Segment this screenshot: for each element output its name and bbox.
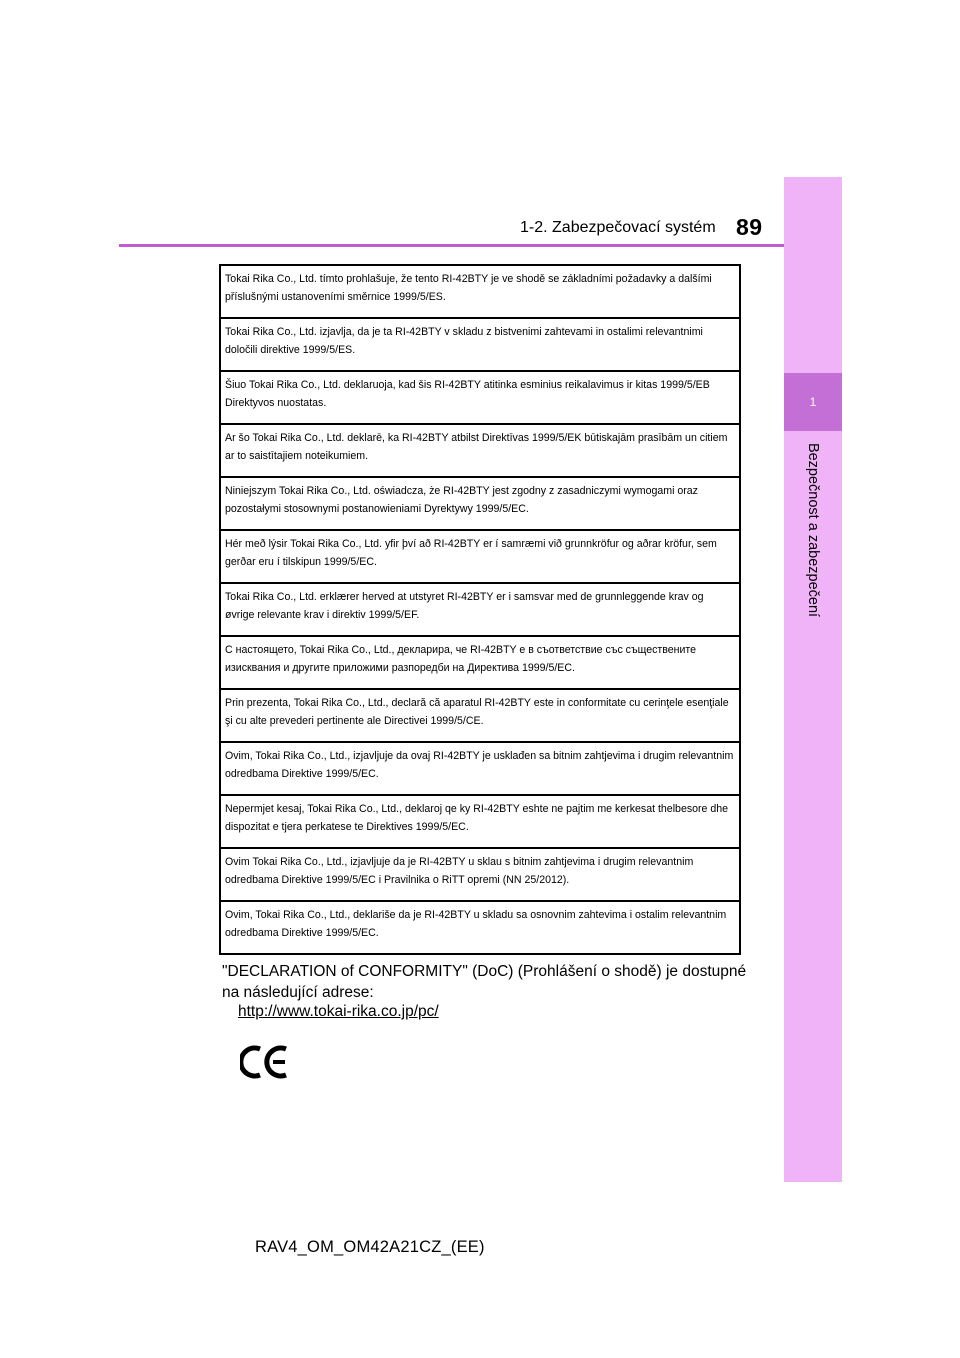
chapter-tab[interactable] xyxy=(784,373,842,431)
declaration-row: Ovim Tokai Rika Co., Ltd., izjavljuje da je RI-42BTY u sklau s bitnim zahtjevima i drugim relevantnim odredbama Direktive 1999/5/EC i Pravilnika o RiTT opremi (NN 25/2012). xyxy=(221,847,739,900)
declaration-row: Ar šo Tokai Rika Co., Ltd. deklarē, ka RI-42BTY atbilst Direktīvas 1999/5/EK būtiskajām prasībām un citiem ar to saistītajiem noteikumiem. xyxy=(221,423,739,476)
section-title: 1-2. Zabezpečovací systém xyxy=(520,219,716,236)
declaration-row: Ovim, Tokai Rika Co., Ltd., deklariše da je RI-42BTY u skladu sa osnovnim zahtevima i ostalim relevantnim odredbama Direktive 1999/5/EC. xyxy=(221,900,739,953)
chapter-label: Bezpečnost a zabezpečení xyxy=(805,442,821,618)
declaration-row: Tokai Rika Co., Ltd. izjavlja, da je ta RI-42BTY v skladu z bistvenimi zahtevami in ostalimi relevantnimi določili direktive 1999/5/ES. xyxy=(221,317,739,370)
side-tab xyxy=(784,177,842,1182)
declaration-row: Ovim, Tokai Rika Co., Ltd., izjavljuje da ovaj RI-42BTY je usklađen sa bitnim zahtjevima i drugim relevantnim odredbama Direktive 1999/5/EC. xyxy=(221,741,739,794)
declaration-row: С настоящето, Tokai Rika Co., Ltd., декларира, че RI-42BTY е в съответствие със съществените изисквания и другите приложими разпоредби на Директива 1999/5/EC. xyxy=(221,635,739,688)
declaration-row: Prin prezenta, Tokai Rika Co., Ltd., declară că aparatul RI-42BTY este in conformitate cu cerinţele esenţiale şi cu alte prevederi pertinente ale Directivei 1999/5/CE. xyxy=(221,688,739,741)
declaration-row: Tokai Rika Co., Ltd. tímto prohlašuje, že tento RI-42BTY je ve shodě se základními požadavky a dalšími příslušnými ustanoveními směrnice 1999/5/ES. xyxy=(225,273,712,303)
header-rule xyxy=(119,244,784,247)
declaration-row: Tokai Rika Co., Ltd. erklærer herved at utstyret RI-42BTY er i samsvar med de grunnleggende krav og øvrige relevante krav i direktiv 1999/5/EF. xyxy=(221,582,739,635)
ce-mark-icon xyxy=(240,1043,292,1081)
declaration-row: Hér með lýsir Tokai Rika Co., Ltd. yfir því að RI-42BTY er í samræmi við grunnkröfur og aðrar kröfur, sem gerðar eru í tilskipun 1999/5/EC. xyxy=(221,529,739,582)
declaration-row: Šiuo Tokai Rika Co., Ltd. deklaruoja, kad šis RI-42BTY atitinka esminius reikalavimus ir kitas 1999/5/EB Direktyvos nuostatas. xyxy=(221,370,739,423)
declaration-row: Nepermjet kesaj, Tokai Rika Co., Ltd., deklaroj qe ky RI-42BTY eshte ne pajtim me kerkesat thelbesore dhe dispozitat e tjera perkatese te Direktives 1999/5/EC. xyxy=(221,794,739,847)
declaration-row: Niniejszym Tokai Rika Co., Ltd. oświadcza, że RI-42BTY jest zgodny z zasadniczymi wymogami oraz pozostałymi stosownymi postanowieniami Dyrektywy 1999/5/EC. xyxy=(221,476,739,529)
doc-availability-text: "DECLARATION of CONFORMITY" (DoC) (Prohlášení o shodě) je dostupné na následující adrese: xyxy=(222,963,747,1001)
doc-url-link[interactable]: http://www.tokai-rika.co.jp/pc/ xyxy=(238,1003,439,1020)
document-code: RAV4_OM_OM42A21CZ_(EE) xyxy=(255,1238,485,1256)
declaration-table xyxy=(219,264,741,955)
page-number: 89 xyxy=(736,214,763,240)
chapter-number: 1 xyxy=(809,395,817,409)
